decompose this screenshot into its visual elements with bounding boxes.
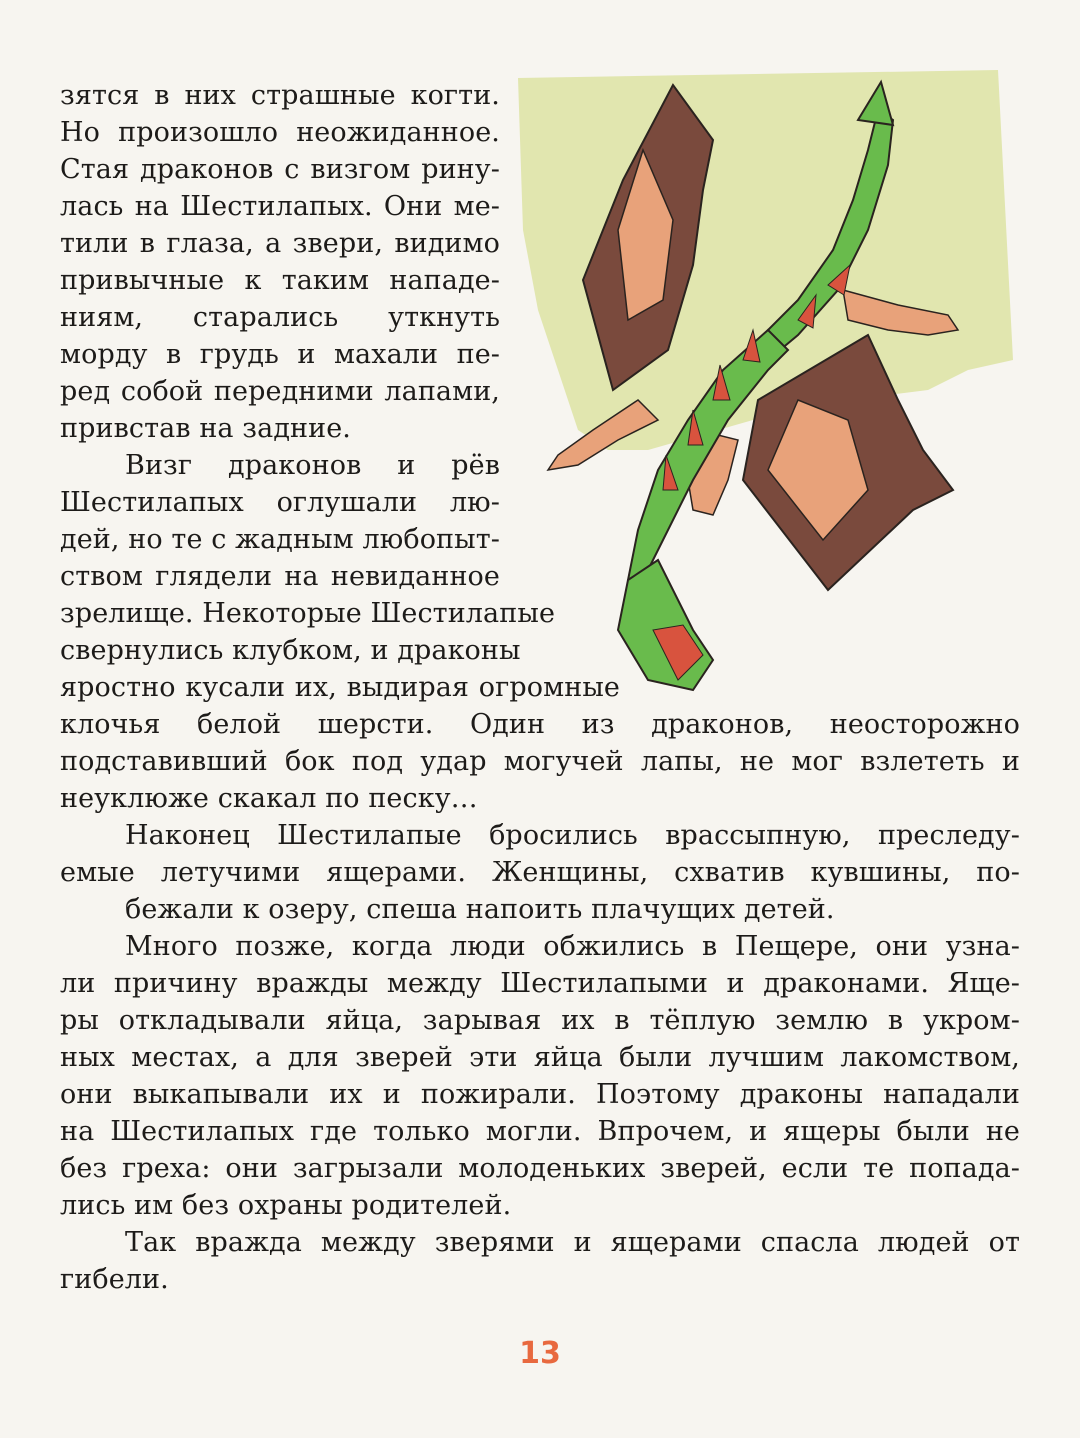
text-line: свернулись клубком, и драконы [60,635,521,666]
text-line: Так вражда между зверями и ящерами спасла людей от [125,1227,1020,1258]
text-line: бежали к озеру, спеша напоить плачущих детей. [125,894,835,925]
text-line: неуклюже скакал по песку… [60,783,478,814]
text-line: ных местах, а для зверей эти яйца были лучшим лакомством, [60,1042,1020,1073]
text-line: привстав на задние. [60,413,351,444]
text-line: Шестилапых оглушали лю- [60,487,500,518]
text-line: Много позже, когда люди обжились в Пещере, они узна- [125,931,1020,962]
text-line: клочья белой шерсти. Один из драконов, неосторожно [60,709,1020,740]
dragon-head [618,560,713,690]
text-line: привычные к таким нападе- [60,265,500,296]
text-line: лись им без охраны родителей. [60,1190,512,1221]
text-line: подставивший бок под удар могучей лапы, не мог взлететь и [60,746,1020,777]
text-line: Визг драконов и рёв [125,450,500,481]
text-line: зятся в них страшные когти. [60,80,500,111]
text-line: Наконец Шестилапые бросились врассыпную, преследу- [125,820,1020,851]
text-line: ли причину вражды между Шестилапыми и драконами. Яще- [60,968,1020,999]
text-line: морду в грудь и махали пе- [60,339,500,370]
text-line: на Шестилапых где только могли. Впрочем, и ящеры были не [60,1116,1020,1147]
text-line: гибели. [60,1264,169,1295]
text-line: они выкапывали их и пожирали. Поэтому драконы нападали [60,1079,1020,1110]
text-line: ниям, старались уткнуть [60,302,500,333]
text-line: ред собой передними лапами, [60,376,500,407]
text-line: яростно кусали их, выдирая огромные [60,672,620,703]
text-line: без греха: они загрызали молоденьких зверей, если те попада- [60,1153,1020,1184]
text-line: Стая драконов с визгом рину- [60,154,500,185]
text-line: ством глядели на невиданное [60,561,500,592]
page-number: 13 [519,1336,561,1371]
dragon-illustration [498,70,1018,700]
text-line: Но произошло неожиданное. [60,117,500,148]
text-line: лась на Шестилапых. Они ме- [60,191,500,222]
text-line: емые летучими ящерами. Женщины, схватив кувшины, по- [60,857,1020,888]
text-line: ры откладывали яйца, зарывая их в тёплую землю в укром- [60,1005,1020,1036]
text-line: дей, но те с жадным любопыт- [60,524,500,555]
text-line: зрелище. Некоторые Шестилапые [60,598,556,629]
text-line: тили в глаза, а звери, видимо [60,228,500,259]
